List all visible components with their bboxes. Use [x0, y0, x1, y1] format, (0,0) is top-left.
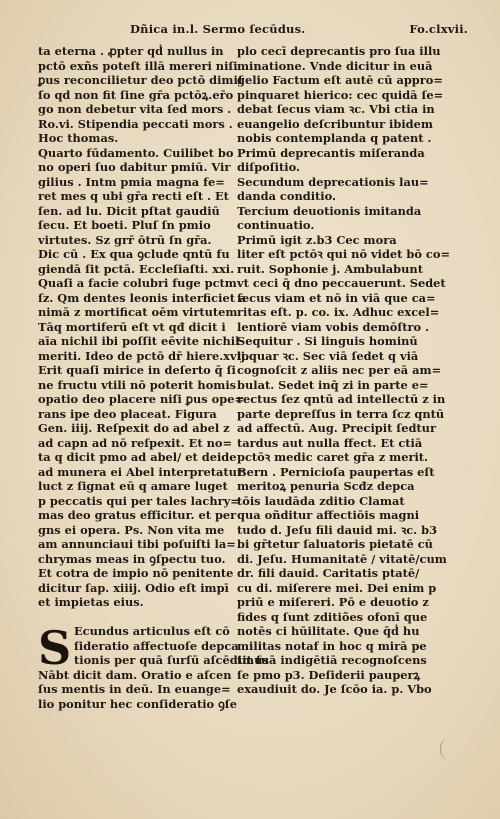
folio-number: Fo.clxvii.	[409, 22, 468, 36]
right-column-line: Primū igit z.b3 Cec mora	[237, 232, 397, 247]
right-column-line: pinquaret hierico: cec quidā ſe=	[237, 87, 444, 102]
right-column-line: dr. fili dauid. Caritatis ptatē/	[237, 566, 420, 580]
right-column-line: ad affectū. Aug. Precipit ſedtur	[237, 421, 436, 435]
right-column-line: di. Jeſu. Humanitatē / vitatē/cum	[237, 551, 447, 566]
left-column-line: go non debetur vita ſed mors .	[38, 102, 232, 116]
right-column-line: militas notaf in hoc q mirā pe	[237, 638, 427, 653]
left-column-line: ſo qd non fit ſine gr̄a pctōꝝ.er̄o	[38, 87, 234, 102]
left-column-line: ta eterna . ꝓpter qḋ nullus in	[38, 44, 224, 58]
right-column-line: Sequitur . Si linguis hominū	[237, 334, 418, 348]
right-column-line: nobis contemplanda q patent .	[237, 131, 432, 145]
right-column-line: Tercium deuotionis imitanda	[237, 203, 422, 218]
left-column-line: luct z ſignat eū q amare luget	[38, 479, 228, 493]
left-column-line: Ro.vi. Stipendia peccati mors .	[38, 116, 233, 131]
left-column-line: tionis per quā ſurſū aſcēdimus	[74, 653, 269, 667]
left-column-line: ſz. Qm dentes leonis interficiet a	[38, 290, 247, 305]
right-column-line: bi gr̄tetur ſaluatoris pietatē cū	[237, 537, 433, 551]
left-column-line: aīa nichil ibi poſſit eēvite nichil	[38, 334, 240, 348]
left-column-line: Et cotra de impio nō penitente	[38, 566, 234, 580]
right-column-line: continuatio.	[237, 218, 315, 232]
right-column-line: vt ceci q̄ dno peccauerunt. Sedet	[237, 276, 446, 290]
left-column-line: Dic cū . Ex qua ꝯclude qntū fu	[38, 247, 230, 261]
right-column-line: tōis laudāda zditio Clamat	[237, 493, 405, 508]
left-column-line: ſecu. Et boeti. Pluſ ſn pmio	[38, 218, 211, 232]
right-column-line: plo cecī deprecantis pro ſua illu	[237, 44, 441, 58]
right-column-line: Primū deprecantis miſeranda	[237, 145, 425, 160]
left-column-line: Ecundus articulus eſt cō	[74, 624, 230, 638]
right-column-line: ſe pmo p3. Deſiderii pauperꝝ	[237, 667, 421, 682]
left-column-line: Quarto fūdamento. Cuilibet bo	[38, 145, 234, 160]
left-column-line: Hoc thomas.	[38, 131, 119, 145]
left-column-line: pctō exñs poteſt illā mereri niſi	[38, 58, 238, 73]
left-column-line: ſideratio affectuoſe depca	[74, 638, 239, 653]
right-column-line: rectus ſez qntū ad intellectū z in	[237, 392, 446, 406]
right-column-line: cu di. miſerere mei. Dei enim p	[237, 580, 437, 595]
right-column-line: fides q ſunt zditiões ofonī que	[237, 609, 428, 624]
right-column-line: priū e miſereri. Pō e deuotio z	[237, 595, 429, 609]
right-column-line: liter eſt pctōꝛ qui nō videt bō co=	[237, 247, 451, 261]
left-column-line: ſus mentis in deū. In euange=	[38, 682, 231, 696]
right-column-line: tudo d. Jeſu fili dauid mi. ꝛc. b3	[237, 522, 438, 537]
right-column-line: ritas eſt. p. co. ix. Adhuc excel=	[237, 305, 440, 319]
running-title: Dñica in.l. Sermo ſecūdus.	[130, 22, 306, 36]
left-column-line: nimā z mortificat oēm virtutem	[38, 305, 238, 319]
left-column-line: ſen. ad lu. Dicit pſtat gaudiū	[38, 203, 220, 218]
left-column-line: p peccatis qui per tales lachry=	[38, 493, 240, 508]
right-column-line: Secundum deprecationis lau=	[237, 174, 429, 189]
right-column-line: diſpoſitio.	[237, 160, 300, 174]
left-column-line: gns ei opera. Ps. Non vita me	[38, 522, 225, 537]
left-column-line: dicitur ſap. xiiij. Odio eſt impī	[38, 580, 229, 595]
margin-ink-mark	[440, 738, 455, 760]
right-column-line: tit ſuā indigētiā recognoſcens	[237, 653, 427, 667]
right-column-line: minatione. Vnde dicitur in euā	[237, 58, 433, 73]
right-column-line: pctōꝛ medic caret gr̄a z merit.	[237, 450, 429, 464]
right-column-line: gelio Factum eſt autē cū appro=	[237, 73, 443, 87]
right-column-line: qua oñditur affectiōis magni	[237, 508, 420, 522]
left-column-line: am annunciaui tibi poſuiſti la=	[38, 537, 236, 551]
right-column-line: notēs ci hūilitate. Que q̄ḋ hu	[237, 624, 420, 638]
left-column-line: gilius . Intm pmia magna fe=	[38, 174, 225, 189]
left-column-line: Tāq mortiferū eſt vt qđ dicit i	[38, 319, 226, 334]
left-column-line: rans ipe deo placeat. Figura	[38, 406, 217, 421]
left-column-line: Nābt dicit dam. Oratio e aſcen	[38, 667, 232, 682]
left-column-line: ta q dicit pmo ad abel/ et deide	[38, 450, 237, 464]
left-column-line: giendā ſit pctā. Eccleſiaſti. xxi.	[38, 261, 235, 276]
right-column-line: cognoſcit z aliis nec per eā am=	[237, 363, 442, 377]
running-header	[130, 22, 480, 42]
right-column-line: ruit. Sophonie j. Ambulabunt	[237, 261, 423, 276]
left-column-line: et impietas eius.	[38, 595, 144, 609]
left-column-line: chrymas meas in ꝯſpectu tuo.	[38, 551, 226, 566]
left-column-line: ad capn ad nō reſpexit. Et no=	[38, 435, 232, 450]
left-column-line: ret mes q ubi gr̄a recti eſt . Et	[38, 189, 229, 203]
left-column-line: ꝑus reconcilietur deo pctō dimiſ	[38, 73, 243, 87]
left-column-line: mas deo gratus efficitur. et per	[38, 508, 237, 522]
left-column-line: opatio deo placere niſi ꝑus ope=	[38, 392, 244, 406]
right-column-line: euangelio deſcribuntur ibidem	[237, 116, 433, 131]
right-column-line: exaudiuit do. Je ſcōo ia. p. Vbo	[237, 682, 432, 696]
left-column-line: virtutes. Sz grr̄ ōtrū ſn gr̄a.	[38, 232, 212, 247]
right-column-line: loquar ꝛc. Sec viā ſedet q viā	[237, 348, 419, 363]
right-column-line: debat ſecus viam ꝛc. Vbi ctia in	[237, 102, 435, 116]
right-column-line: bulat. Sedet inq̄ zi in parte e=	[237, 377, 429, 392]
left-column-line: lio ponitur hec conſideratio ꝯſe	[38, 696, 237, 711]
left-column-line: no operi ſuo dabitur pmiū. Vir	[38, 160, 231, 174]
left-column-line: Gen. iiij. Reſpexit do ad abel z	[38, 421, 230, 435]
decorated-initial-letter: S	[38, 621, 72, 675]
right-column-line: meritoꝝ penuria Scđz depca	[237, 479, 415, 493]
right-column-line: tardus aut nulla ffect. Et ctiā	[237, 435, 423, 450]
right-column-line: parte depreſſus in terra ſcz qntū	[237, 406, 445, 421]
right-column-line: danda conditio.	[237, 189, 336, 203]
left-column-line: meriti. Ideo de pctō dr̄ hiere.xvij.	[38, 348, 249, 363]
left-column-line: ne fructu vtili nō poterit homis	[38, 377, 237, 392]
right-column-line: Bern . Pernicioſa paupertas eſt	[237, 464, 435, 479]
left-column-line: Quaſi a facie colubri fuge pctm	[38, 276, 237, 290]
right-column-line: ſecus viam et nō in viā que ca=	[237, 290, 436, 305]
left-column-line: ad munera ei Abel interpretatur	[38, 464, 243, 479]
right-column-line: lentiorē viam vobis demōſtro .	[237, 319, 430, 334]
right-text-column	[237, 44, 451, 697]
left-column-line: Erit quaſi mirice in deſerto q̄ ſi	[38, 363, 236, 377]
